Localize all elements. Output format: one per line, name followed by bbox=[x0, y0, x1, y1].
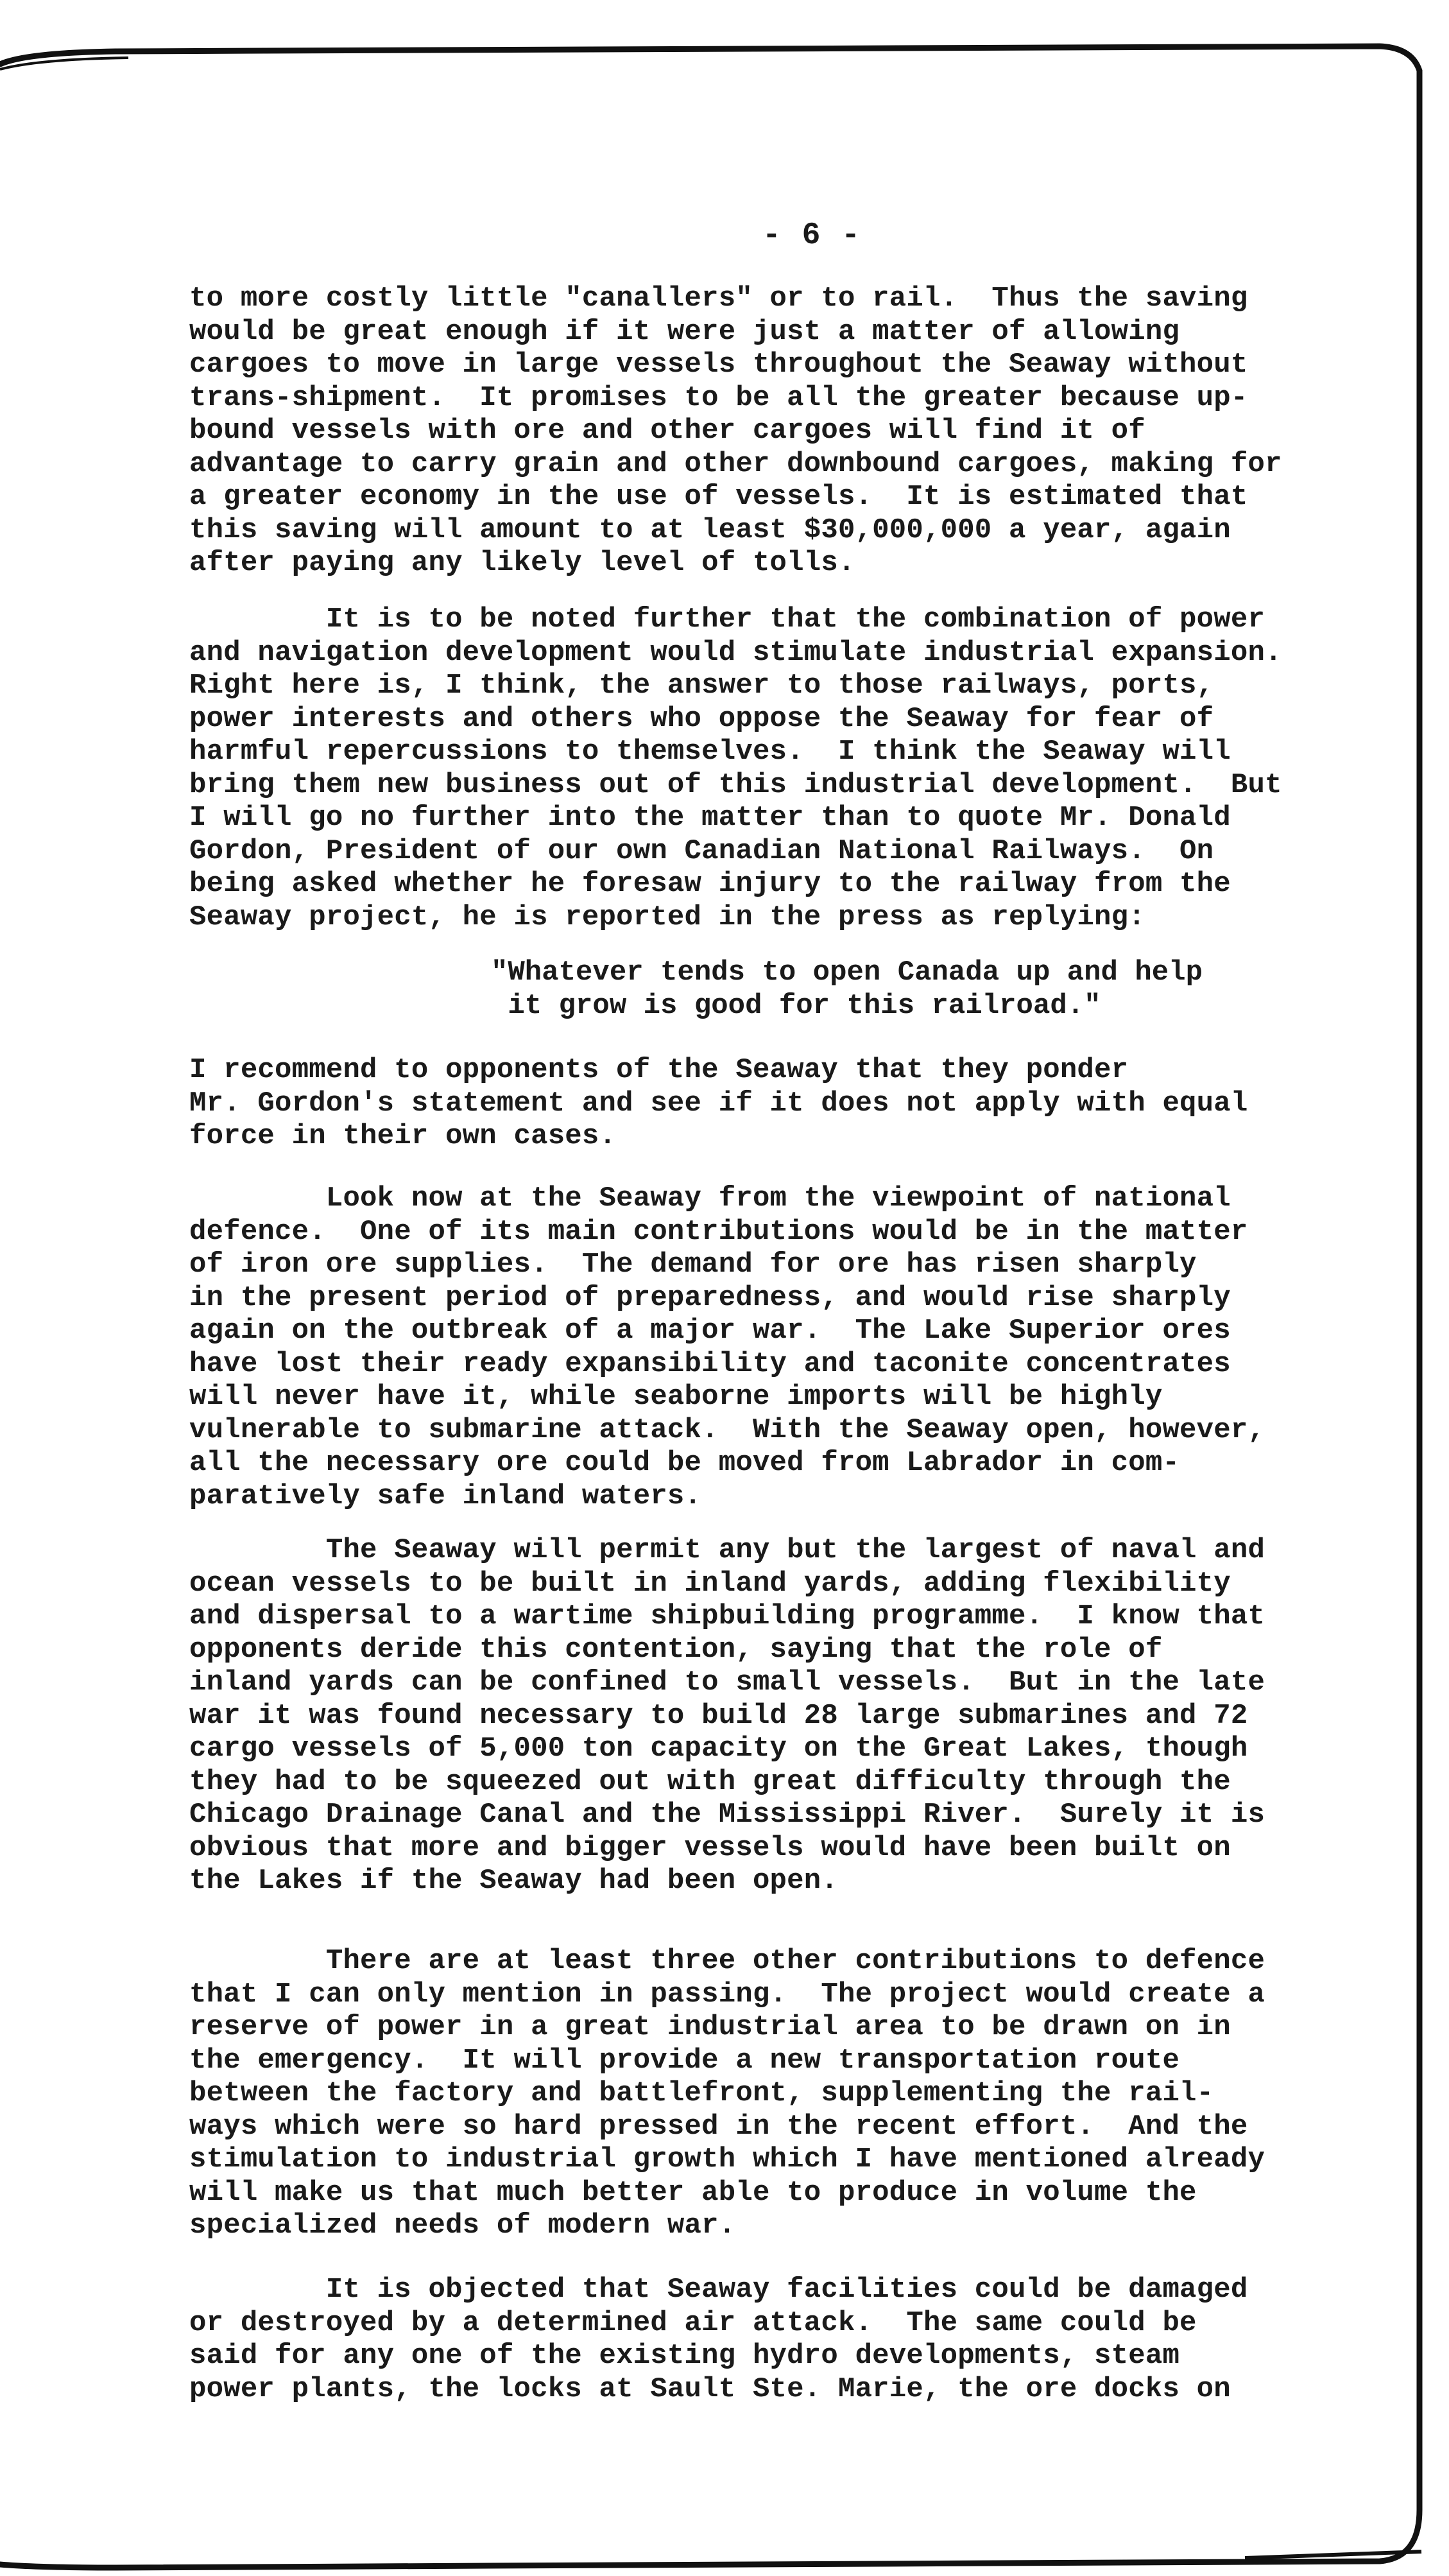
paragraph-7: It is objected that Seaway facilities could be damaged or destroyed by a determined air attack. The same could be said for any one of the existing hydro developments, steam power plants, the locks at Sault Ste. Marie, the ore docks on bbox=[189, 2274, 1248, 2405]
paragraph-3: I recommend to opponents of the Seaway that they ponder Mr. Gordon's statement and see if it does not apply with equal force in their own cases. bbox=[189, 1054, 1248, 1152]
quotation: "Whatever tends to open Canada up and help it grow is good for this railroad." bbox=[491, 956, 1203, 1022]
paragraph-6: There are at least three other contributions to defence that I can only mention in passing. The project would create a reserve of power in a great industrial area to be drawn on in the emergency. It will provide a new transportation route between the factory and battlefront, supplementing the rail- ways which were so hard pressed in the recent effort. And the stimulation to industrial growth which I have mentioned already will make us that much better able to produce in volume the specialized needs of modern war. bbox=[189, 1945, 1265, 2242]
page-number: - 6 - bbox=[762, 218, 862, 253]
paragraph-4: Look now at the Seaway from the viewpoint of national defence. One of its main contributions would be in the matter of iron ore supplies. The demand for ore has risen sharply in the present period of preparedness, and would rise sharply again on the outbreak of a major war. The Lake Superior ores have lost their ready expansibility and taconite concentrates will never have it, while seaborne imports will be highly vulnerable to submarine attack. With the Seaway open, however, all the necessary ore could be moved from Labrador in com- paratively safe inland waters. bbox=[189, 1182, 1265, 1512]
paragraph-1: to more costly little "canallers" or to rail. Thus the saving would be great enough if it were just a matter of allowing cargoes to move in large vessels throughout the Seaway without trans-shipment. It promises to be all the greater because up- bound vessels with ore and other cargoes will find it of advantage to carry grain and other downbound cargoes, making for a greater economy in the use of vessels. It is estimated that this saving will amount to at least $30,000,000 a year, again after paying any likely level of tolls. bbox=[189, 282, 1282, 579]
paragraph-5: The Seaway will permit any but the largest of naval and ocean vessels to be built in inland yards, adding flexibility and dispersal to a wartime shipbuilding programme. I know that opponents deride this contention, saying that the role of inland yards can be confined to small vessels. But in the late war it was found necessary to build 28 large submarines and 72 cargo vessels of 5,000 ton capacity on the Great Lakes, though they had to be squeezed out with great difficulty through the Chicago Drainage Canal and the Mississippi River. Surely it is obvious that more and bigger vessels would have been built on the Lakes if the Seaway had been open. bbox=[189, 1534, 1265, 1897]
paragraph-2: It is to be noted further that the combination of power and navigation development would stimulate industrial expansion. Right here is, I think, the answer to those railways, ports, power interests and others who oppose the Seaway for fear of harmful repercussions to themselves. I think the Seaway will bring them new business out of this industrial development. But I will go no further into the matter than to quote Mr. Donald Gordon, President of our own Canadian National Railways. On being asked whether he foresaw injury to the railway from the Seaway project, he is reported in the press as replying: bbox=[189, 603, 1282, 933]
